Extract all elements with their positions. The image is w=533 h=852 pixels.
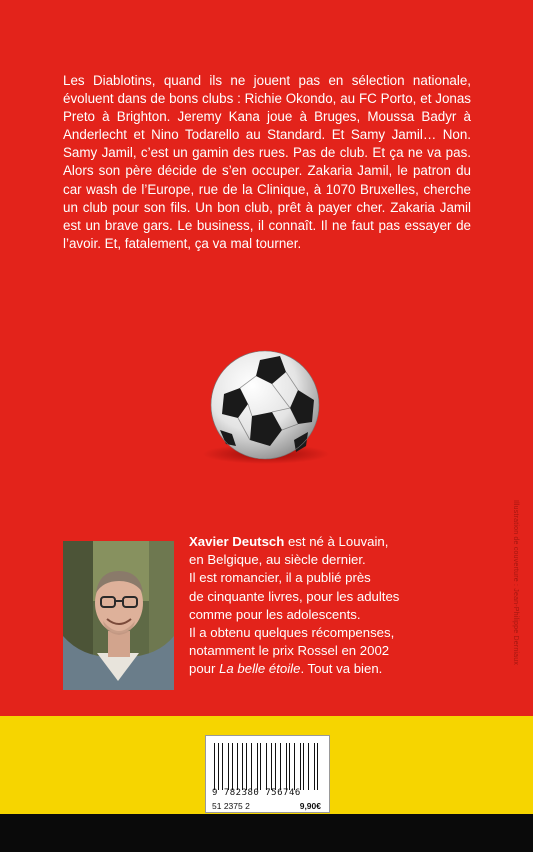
barcode-bars: [214, 743, 322, 790]
product-code: 51 2375 2: [212, 801, 250, 811]
soccer-ball-icon: [210, 350, 320, 460]
barcode-bar: [242, 743, 243, 790]
bio-line-3: Il est romancier, il a publié près: [189, 570, 371, 586]
bio-line-8-prefix: pour: [189, 661, 220, 677]
barcode-label: [205, 735, 330, 813]
price-label: 9,90€: [299, 801, 321, 811]
author-photo: [63, 541, 174, 690]
isbn-number: 9 782380 756746: [212, 788, 301, 798]
bio-line-6: Il a obtenu quelques récompenses,: [189, 625, 395, 641]
barcode-bar: [282, 743, 283, 790]
blurb-paragraph: Les Diablotins, quand ils ne jouent pas en sélection nationale, évoluent dans de bons clubs : Richie Okondo, au FC Porto, et Jonas Preto à Brighton. Jeremy Kana joue à Bruges, Moussa Badyr à Anderlecht et Nino Todarello au Standard. Et Samy Jamil… Non. Samy Jamil, c’est un gamin des rues. Pas de club. Et ça ne va pas. Alors son père décide de s’en occuper. Zakaria Jamil, le patron du car wash de l’Europe, rue de la Clinique, à 1070 Bruxelles, cherche un club pour son fils. Un bon club, prêt à payer cher. Zakaria Jamil est un brave gars. Le business, il connaît. Il ne faut pas essayer de l’avoir. Et, fatalement, ça va mal tourner.: [63, 73, 471, 251]
bio-line-4: de cinquante livres, pour les adultes: [189, 588, 400, 604]
cover-credit: Illustration de couverture : Jean-Philippe Derniaux: [512, 500, 519, 666]
bio-line-8: [189, 660, 489, 678]
author-name: Xavier Deutsch: [189, 534, 285, 549]
bio-line-5: comme pour les adolescents.: [189, 606, 361, 622]
black-band: [0, 814, 533, 852]
author-bio: [189, 533, 489, 679]
bio-line-1-rest: est né à Louvain,: [284, 534, 389, 549]
blurb-text: [63, 72, 471, 253]
barcode-bar: [264, 743, 265, 790]
bio-line-1: [189, 533, 489, 551]
bio-line-2: en Belgique, au siècle dernier.: [189, 552, 366, 568]
bio-line-7: notamment le prix Rossel en 2002: [189, 643, 390, 659]
barcode-bar: [225, 743, 226, 790]
barcode-bar: [303, 743, 304, 790]
book-title: La belle étoile: [219, 661, 301, 677]
bio-line-8-suffix: . Tout va bien.: [300, 661, 383, 677]
